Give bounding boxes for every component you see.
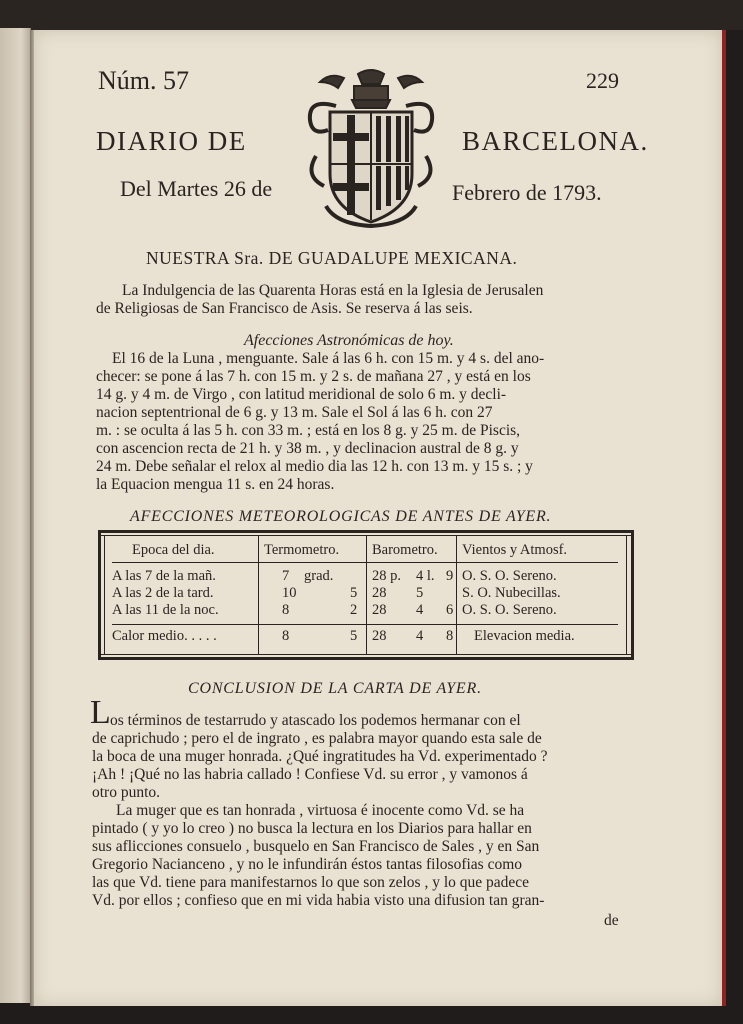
letter-line-2: de caprichudo ; pero el de ingrato , es palabra mayor quando esta sale de [92, 730, 542, 747]
scan-background [0, 0, 743, 30]
astronomy-heading: Afecciones Astronómicas de hoy. [244, 332, 454, 349]
row1-thermo-a: 7 [282, 568, 290, 584]
letter-heading: CONCLUSION DE LA CARTA DE AYER. [188, 680, 482, 697]
row2-baro-a: 28 [372, 585, 387, 601]
row3-baro-a: 28 [372, 602, 387, 618]
astronomy-line-8: la Equacion mengua 11 s. en 24 horas. [96, 476, 335, 493]
average-thermo-a: 8 [282, 628, 290, 644]
letter-line-4: ¡Ah ! ¡Qué no las habria callado ! Confiese Vd. su error , y vamonos á [92, 766, 528, 783]
letter-line-3: la boca de una muger honrada. ¿Qué ingratitudes ha Vd. experimentado ? [92, 748, 548, 765]
letter-line-5: otro punto. [92, 784, 161, 801]
letter-line-6: La muger que es tan honrada , virtuosa é inocente como Vd. se ha [116, 802, 525, 819]
astronomy-line-4: nacion septentrional de 6 g. y 13 m. Sale el Sol á las 6 h. con 27 [96, 404, 493, 421]
row2-baro-b: 5 [416, 585, 424, 601]
astronomy-line-5: m. : se oculta á las 5 h. con 33 m. ; está en los 8 g. y 25 m. de Piscis, [96, 422, 521, 439]
row3-wind: O. S. O. Sereno. [462, 602, 557, 618]
feast-title: NUESTRA Sra. DE GUADALUPE MEXICANA. [146, 248, 518, 268]
row1-baro-c: 9 [446, 568, 454, 584]
letter-line-7: pintado ( y yo lo creo ) no busca la lectura en los Diarios para hallar en [92, 820, 532, 837]
masthead-left: DIARIO DE [96, 126, 247, 156]
letter-line-9: Gregorio Nacianceno , y no le infundirán éstos tantas filosofias como [92, 856, 523, 873]
feast-line-2: de Religiosas de San Francisco de Asis. Se reserva á las seis. [96, 300, 473, 317]
issue-number: Núm. 57 [98, 66, 189, 95]
weather-heading: AFECCIONES METEOROLOGICAS DE ANTES DE AYER. [130, 508, 552, 525]
row1-epoch: A las 7 de la mañ. [112, 568, 216, 584]
date-right: Febrero de 1793. [452, 180, 602, 205]
astronomy-line-7: 24 m. Debe señalar el relox al medio dia las 12 h. con 13 m. y 15 s. ; y [96, 458, 533, 475]
astronomy-line-6: con ascencion recta de 21 h. y 38 m. , y declinacion austral de 8 g. y [96, 440, 519, 457]
letter-line-1: os términos de testarrudo y atascado los podemos hermanar con el [110, 712, 521, 729]
col-header-thermometer: Termometro. [264, 542, 340, 558]
row2-thermo-a: 10 [282, 585, 297, 601]
catchword: de [604, 912, 619, 929]
letter-line-11: Vd. por ellos ; confieso que en mi vida habia visto una difusion tan gran- [92, 892, 545, 909]
feast-line-1: La Indulgencia de las Quarenta Horas está en la Iglesia de Jerusalen [122, 282, 544, 299]
page-number: 229 [586, 68, 619, 93]
drop-cap: L [90, 694, 111, 731]
average-baro-a: 28 [372, 628, 387, 644]
row2-wind: S. O. Nubecillas. [462, 585, 561, 601]
average-epoch: Calor medio. . . . . [112, 628, 217, 644]
row1-wind: O. S. O. Sereno. [462, 568, 557, 584]
letter-line-10: las que Vd. tiene para manifestarnos lo que son zelos , y lo que padece [92, 874, 530, 891]
row1-baro-a: 28 p. [372, 568, 401, 584]
letter-line-8: sus aflicciones consuelo , busquelo en San Francisco de Sales , y en San [92, 838, 540, 855]
row3-thermo-b: 2 [350, 602, 358, 618]
average-thermo-b: 5 [350, 628, 358, 644]
average-baro-c: 8 [446, 628, 454, 644]
col-header-epoch: Epoca del dia. [132, 542, 215, 558]
weather-table [98, 530, 634, 660]
date-left: Del Martes 26 de [120, 176, 273, 201]
astronomy-line-1: El 16 de la Luna , menguante. Sale á las 6 h. con 15 m. y 4 s. del ano- [112, 350, 545, 367]
average-wind: Elevacion media. [474, 628, 575, 644]
row1-thermo-b: grad. [304, 568, 334, 584]
row2-epoch: A las 2 de la tard. [112, 585, 214, 601]
average-baro-b: 4 [416, 628, 424, 644]
row3-thermo-a: 8 [282, 602, 290, 618]
row3-epoch: A las 11 de la noc. [112, 602, 219, 618]
masthead-right: BARCELONA. [462, 126, 649, 156]
facing-page-edge [0, 28, 31, 1003]
row1-baro-b: 4 l. [416, 568, 435, 584]
astronomy-line-3: 14 g. y 4 m. de Virgo , con latitud meridional de solo 6 m. y decli- [96, 386, 507, 403]
row3-baro-c: 6 [446, 602, 454, 618]
row2-thermo-b: 5 [350, 585, 358, 601]
col-header-barometer: Barometro. [372, 542, 438, 558]
astronomy-line-2: checer: se pone á las 7 h. con 15 m. y 2 s. de mañana 27 , y está en los [96, 368, 531, 385]
row3-baro-b: 4 [416, 602, 424, 618]
barcelona-coat-of-arms-icon [296, 66, 446, 232]
col-header-winds: Vientos y Atmosf. [462, 542, 568, 558]
